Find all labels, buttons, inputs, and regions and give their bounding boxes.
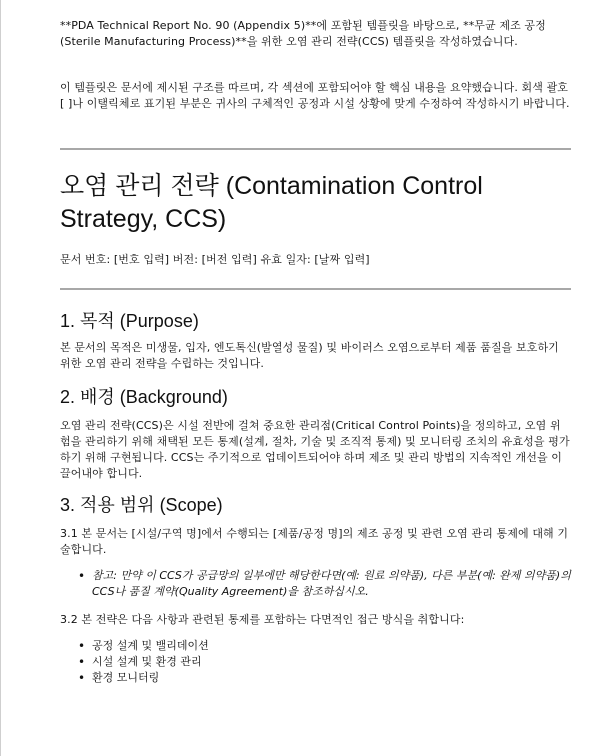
intro-paragraph-1: **PDA Technical Report No. 90 (Appendix 5)**에 포함된 템플릿을 바탕으로, **무균 제조 공정(Sterile Manufacturing Process)**을 위한 오염 관리 전략(CCS) 템플릿을 작성하였습니다. xyxy=(60,19,546,48)
page-left-border xyxy=(0,0,1,756)
scope-note: 참고: 만약 이 CCS가 공급망의 일부에만 해당한다면(예: 원료 의약품), 다른 부분(예: 완제 의약품)의 CCS나 품질 계약(Quality Agreement)을 참조하십시오. xyxy=(92,569,571,598)
section-heading-purpose: 1. 목적 (Purpose) xyxy=(60,311,199,331)
list-item: • 공정 설계 및 밸리데이션 xyxy=(92,638,571,654)
section-heading-scope: 3. 적용 범위 (Scope) xyxy=(60,495,223,515)
list-item: • 시설 설계 및 환경 관리 xyxy=(92,654,571,670)
document-title: 오염 관리 전략 (Contamination Control Strategy, CCS) xyxy=(60,172,483,233)
document-meta: 문서 번호: [번호 입력] 버전: [버전 입력] 유효 일자: [날짜 입력] xyxy=(60,253,370,266)
scope-paragraph-3-2: 3.2 본 전략은 다음 사항과 관련된 통제를 포함하는 다면적인 접근 방식을 취합니다: xyxy=(60,613,465,626)
scope-paragraph-3-1: 3.1 본 문서는 [시설/구역 명]에서 수행되는 [제품/공정 명]의 제조 공정 및 관련 오염 관리 통제에 대해 기술합니다. xyxy=(60,527,569,556)
list-item: • 환경 모니터링 xyxy=(92,670,571,686)
list-item xyxy=(92,568,571,600)
scope-note-list xyxy=(60,568,571,600)
section-body-purpose: 본 문서의 목적은 미생물, 입자, 엔도톡신(발열성 물질) 및 바이러스 오염으로부터 제품 품질을 보호하기 위한 오염 관리 전략을 수립하는 것입니다. xyxy=(60,341,559,370)
intro-paragraph-2: 이 템플릿은 문서에 제시된 구조를 따르며, 각 섹션에 포함되어야 할 핵심 내용을 요약했습니다. 회색 괄호 [ ]나 이탤릭체로 표기된 부분은 귀사의 구체적인 공정과 시설 상황에 맞게 수정하여 작성하시기 바랍니다. xyxy=(60,81,570,110)
section-body-background: 오염 관리 전략(CCS)은 시설 전반에 걸쳐 중요한 관리점(Critical Control Points)을 정의하고, 오염 위험을 관리하기 위해 채택된 모든 통제(설계, 절차, 기술 및 조직적 통제) 및 모니터링 조치의 유효성을 평가하기 위해 구현됩니다. CCS는 주기적으로 업데이트되어야 하며 제조 및 관리 방법의 지속적인 개선을 이끌어내야 합니다. xyxy=(60,419,570,480)
scope-items-list xyxy=(60,638,571,686)
section-heading-background: 2. 배경 (Background) xyxy=(60,387,228,407)
document-page xyxy=(60,18,571,686)
